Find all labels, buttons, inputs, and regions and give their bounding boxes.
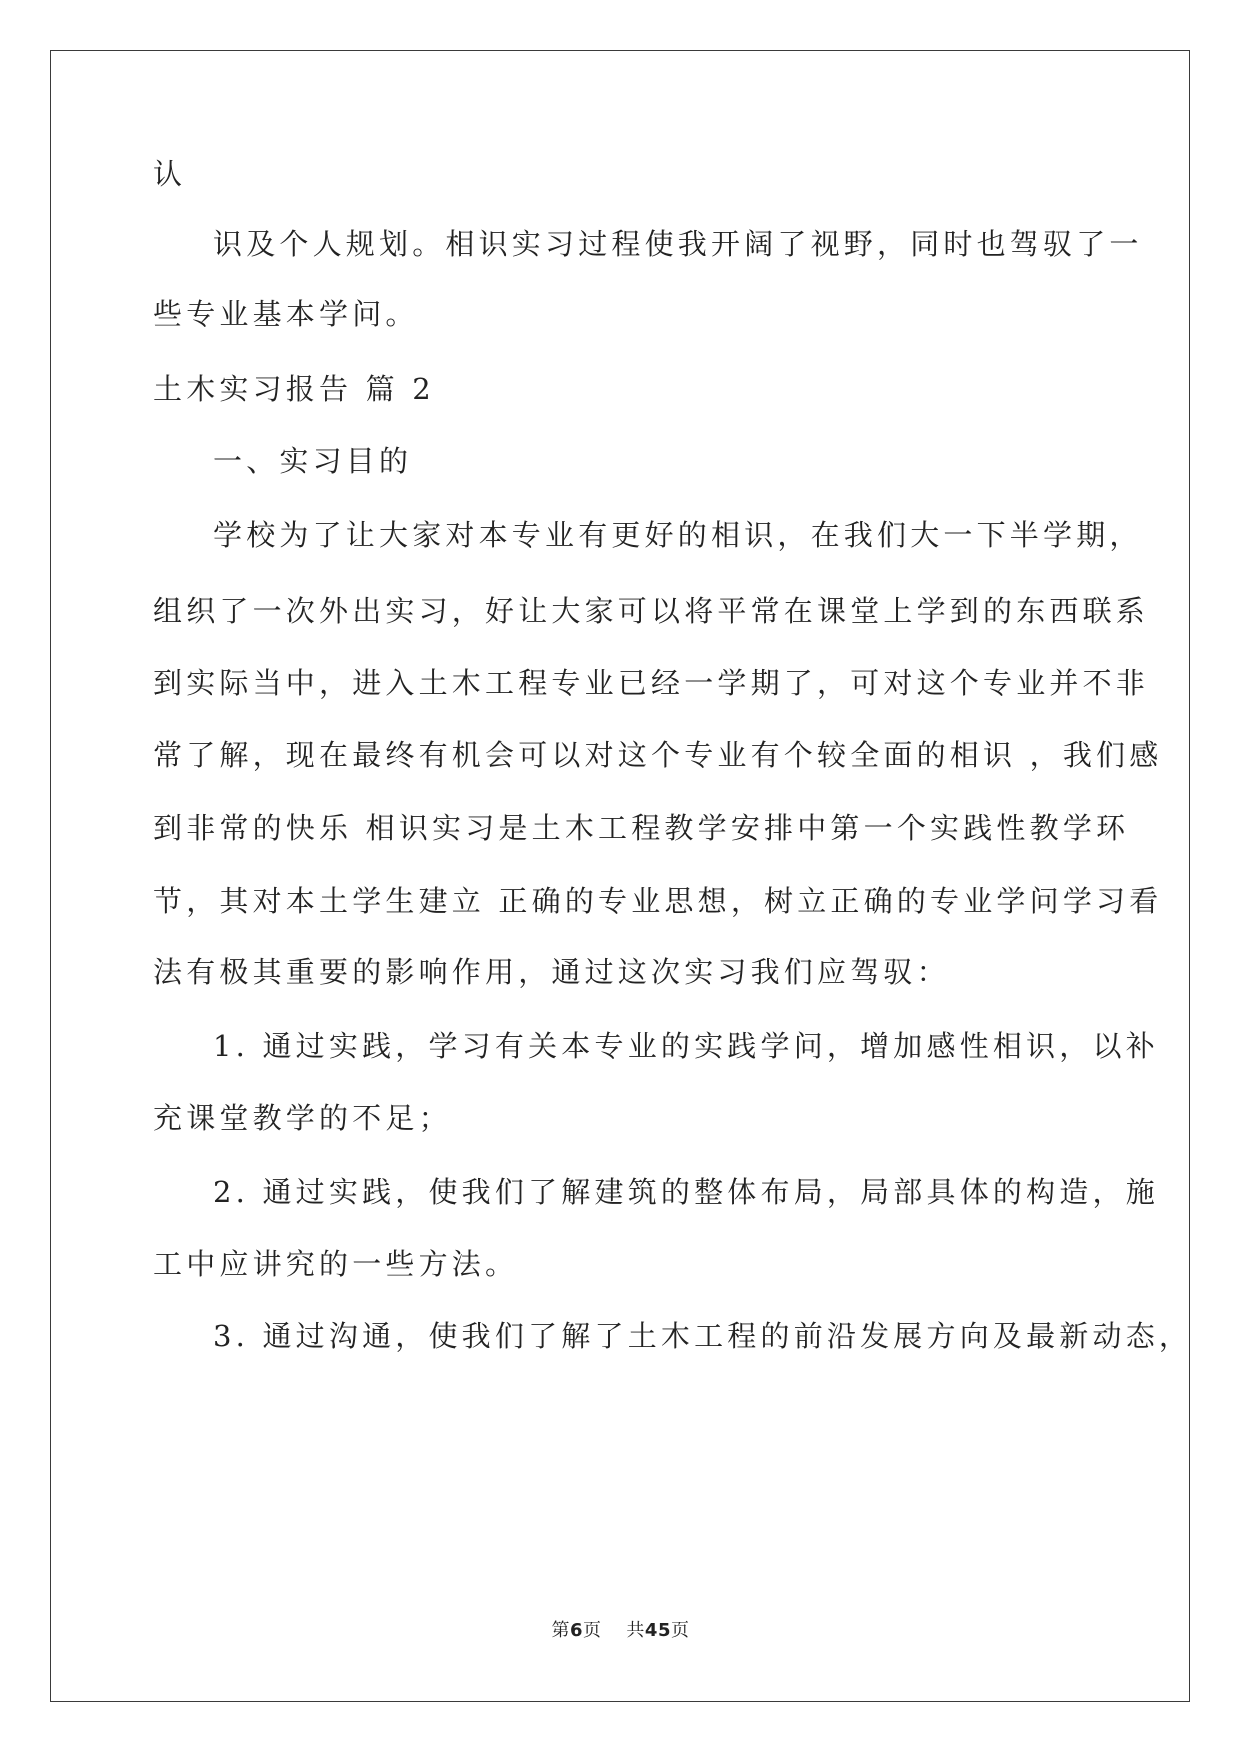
- section-heading: 土木实习报告 篇 2: [153, 372, 435, 406]
- footer-total-suffix: 页: [670, 1620, 690, 1641]
- text-line-10: 到非常的快乐 相识实习是土木工程教学安排中第一个实践性教学环: [153, 811, 1130, 845]
- text-line-12: 法有极其重要的影响作用，通过这次实习我们应驾驭：: [153, 955, 950, 989]
- list-item-1-line-2: 充课堂教学的不足；: [153, 1101, 452, 1135]
- footer-total-prefix: 共: [626, 1620, 645, 1641]
- text-line-7: 组织了一次外出实习，好让大家可以将平常在课堂上学到的东西联系: [153, 594, 1150, 628]
- page-footer: [0, 1620, 1241, 1642]
- footer-page-number: 6: [570, 1620, 584, 1641]
- text-line-11: 节，其对本土学生建立 正确的专业思想，树立正确的专业学问学习看: [153, 884, 1163, 918]
- list-item-2-line-2: 工中应讲究的一些方法。: [153, 1247, 519, 1281]
- footer-page-prefix: 第: [551, 1620, 570, 1641]
- text-line-2: 识及个人规划。相识实习过程使我开阔了视野，同时也驾驭了一: [213, 227, 1143, 261]
- text-line-3: 些专业基本学问。: [153, 297, 419, 331]
- text-line-8: 到实际当中，进入土木工程专业已经一学期了，可对这个专业并不非: [153, 666, 1150, 700]
- subheading-purpose: 一、实习目的: [213, 444, 413, 478]
- text-line-9: 常了解，现在最终有机会可以对这个专业有个较全面的相识 ，我们感: [153, 738, 1163, 772]
- list-item-1-line-1: 1. 通过实践，学习有关本专业的实践学问，增加感性相识，以补: [213, 1029, 1159, 1063]
- list-item-3-line-1: 3. 通过沟通，使我们了解了土木工程的前沿发展方向及最新动态，: [213, 1319, 1193, 1353]
- text-line-1: 认: [153, 157, 187, 191]
- footer-page-suffix: 页: [583, 1620, 602, 1641]
- footer-total-pages: 45: [644, 1620, 671, 1641]
- text-line-6: 学校为了让大家对本专业有更好的相识，在我们大一下半学期，: [213, 518, 1143, 552]
- list-item-2-line-1: 2. 通过实践，使我们了解建筑的整体布局，局部具体的构造，施: [213, 1175, 1159, 1209]
